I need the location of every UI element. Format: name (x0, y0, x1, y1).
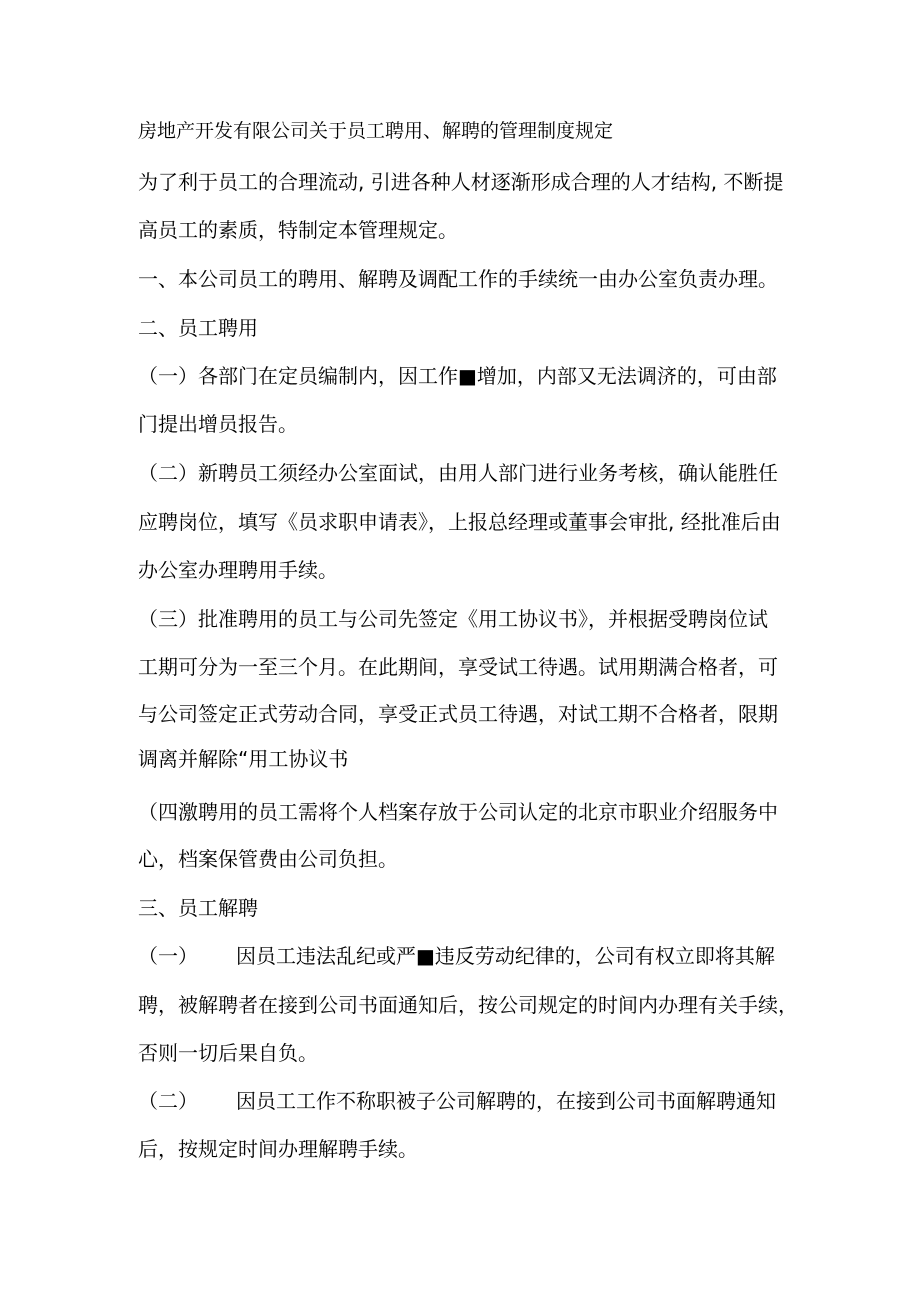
section-3-item-1-line-1 (138, 942, 775, 970)
section-1-text: 一、本公司员工的聘用、解聘及调配工作的手续统一由办公室负责办理。 (138, 267, 778, 291)
section-2-item-3-line-1: （三）批准聘用的员工与公司先签定《用工协议书》，并根据受聘岗位试 (138, 607, 768, 631)
section-3-item-2-line-1 (138, 1087, 776, 1115)
section-3-item-2-line-2: 后，按规定时间办理解聘手续。 (138, 1137, 418, 1161)
section-2-heading: 二、员工聘用 (138, 316, 258, 340)
section-3-item-1-line-3: 否则一切后果自负。 (138, 1041, 318, 1065)
section-2-item-3-line-3: 与公司签定正式劳动合同，享受正式员工待遇，对试工期不合格者，限期 (138, 702, 778, 726)
section-2-item-2-line-2: 应聘岗位，填写《员求职申请表》，上报总经理或董事会审批, 经批准后由 (138, 510, 781, 534)
section-2-item-1-line-1: （一）各部门在定员编制内，因工作■增加，内部又无法调济的，可由部 (138, 364, 777, 388)
item-marker: （一） (138, 944, 198, 968)
item-text: 因员工工作不称职被子公司解聘的，在接到公司书面解聘通知 (236, 1089, 776, 1113)
section-2-item-1-line-2: 门提出增员报告。 (138, 412, 298, 436)
section-2-item-2-line-1: （二）新聘员工须经办公室面试，由用人部门进行业务考核，确认能胜任 (138, 461, 778, 485)
section-2-item-3-line-2: 工期可分为一至三个月。在此期间，享受试工待遇。试用期满合格者，可 (138, 655, 778, 679)
item-text: 因员工违法乱纪或严■违反劳动纪律的，公司有权立即将其解 (236, 944, 775, 968)
item-marker: （二） (138, 1089, 198, 1113)
section-2-item-4-line-2: 心，档案保管费由公司负担。 (138, 847, 398, 871)
section-2-item-4-line-1: （四激聘用的员工需将个人档案存放于公司认定的北京市职业介绍服务中 (138, 800, 778, 824)
intro-line-1: 为了利于员工的合理流动, 引进各种人材逐渐形成合理的人才结构, 不断提 (138, 170, 784, 194)
section-2-item-3-line-4: 调离并解除“用工协议书 (138, 747, 349, 771)
section-3-item-1-line-2: 聘，被解聘者在接到公司书面通知后，按公司规定的时间内办理有关手续， (138, 993, 798, 1017)
section-3-heading: 三、员工解聘 (138, 896, 258, 920)
intro-line-2: 高员工的素质，特制定本管理规定。 (138, 218, 458, 242)
section-2-item-2-line-3: 办公室办理聘用手续。 (138, 558, 338, 582)
document-title: 房地产开发有限公司关于员工聘用、解聘的管理制度规定 (138, 120, 614, 142)
